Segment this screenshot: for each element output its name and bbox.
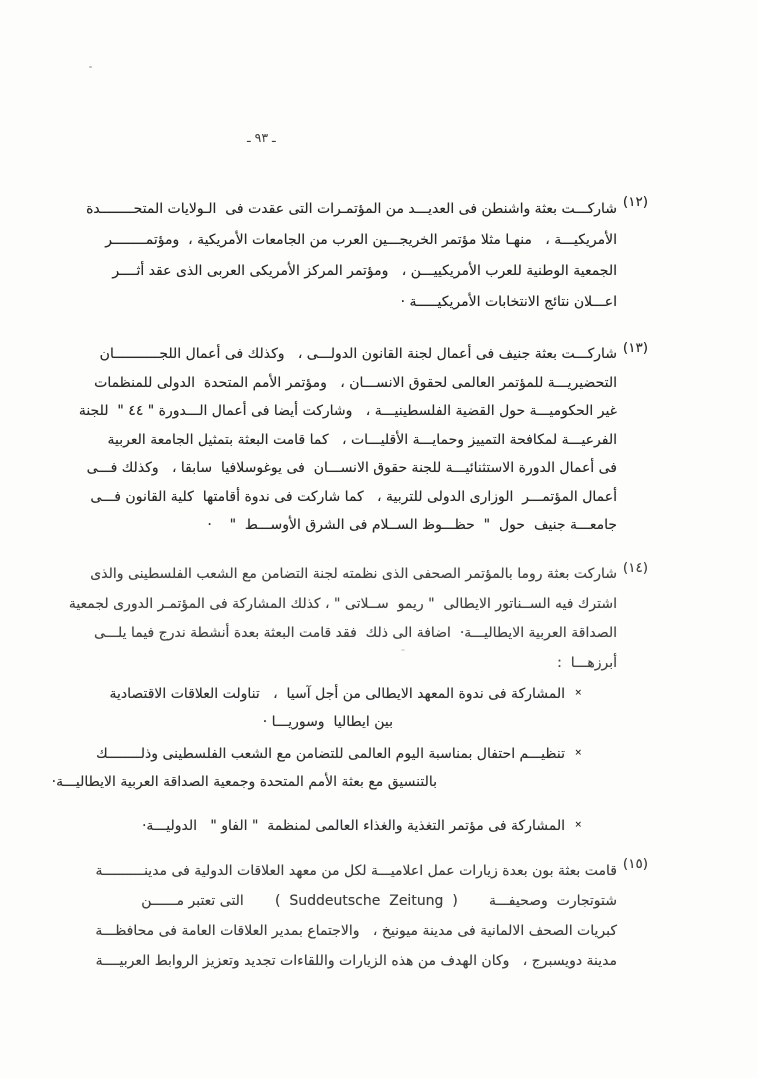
text-line: فى أعمال الدورة الاستثنائيـــة للجنة حقوق الانســـان فى يوغوسلافيا سابقا ، وكذلك فـــى — [86, 460, 617, 476]
text-line: قامت بعثة بون بعدة زيارات عمل اعلاميـــة لكل من معهد العلاقات الدولية فى مدينــــــــــة — [95, 863, 617, 879]
text-line: شاركت بعثة روما بالمؤتمر الصحفى الذى نظمته لجنة التضامن مع الشعب الفلسطينى والذى — [90, 566, 617, 582]
bullet-item — [88, 812, 582, 840]
text-line: الصداقة العربية الايطاليـــة· اضافة الى ذلك فقد قامت البعثة بعدة أنشطة ندرج فيما يلـــى — [94, 625, 617, 641]
text-line: تنظيـــم احتفال بمناسبة اليوم العالمى للتضامن مع الشعب الفلسطينى وذلــــــــك — [96, 746, 565, 762]
bullet-marker: × — [574, 748, 582, 758]
text-line: الفرعيـــة لمكافحة التمييز وحمايـــة الأقليـــات ، كما قامت البعثة بتمثيل الجامعة العربية — [107, 431, 617, 448]
text-line: الأمريكيـــة ، منهـا مثلا مؤتمر الخريجـــين العرب من الجامعات الأمريكية ، ومؤتمــــــــر — [105, 232, 617, 248]
text-line: شاركـــت بعثة واشنطن فى العديـــد من المؤتمـرات التى عقدت فى الـولايات المتحــــــــدة — [86, 201, 617, 217]
text-line: أعمال المؤتمـــر الوزارى الدولى للتربية ، كما شاركت فى ندوة أقامتها كلية القانون فـــى — [90, 488, 617, 505]
text-line: المشاركة فى مؤتمر التغذية والغذاء العالمى لمنظمة " الفاو " الدوليـــة· — [141, 818, 565, 834]
text-line: كبريات الصحف الالمانية فى مدينة ميونيخ ، والاجتماع بمدير العلاقات العامة فى محافظـــة — [95, 923, 617, 939]
paragraph-13 — [78, 340, 648, 540]
text-line: بالتنسيق مع بعثة الأمم المتحدة وجمعية الصداقة العربية الايطاليـــة· — [51, 774, 437, 790]
text-line: جامعـــة جنيف حول " حظـــوظ الســلام فى الشرق الأوســـط " · — [207, 517, 617, 533]
text-line: شتوتجارت وصحيفـــة ( Suddeutsche Zeitung ) التى تعتبر مــــــن — [141, 893, 617, 909]
text-line: مدينة دويسبرج ، وكان الهدف من هذه الزيارات واللقاءات تجديد وتعزيز الروابط العربيــــة — [95, 953, 617, 969]
page-number: ـ ٩٣ ـ — [247, 130, 276, 145]
text-line: غير الحكوميـــة حول القضية الفلسطينيـــة ، وشاركت أيضا فى أعمال الـــدورة " ٤٤ " للجنة — [78, 403, 617, 419]
text-line: الجمعية الوطنية للعرب الأمريكييـــن ، ومؤتمر المركز الأمريكى العربى الذى عقد أثــــر — [112, 263, 617, 279]
bullet-marker: × — [574, 820, 582, 830]
paragraph-15 — [88, 856, 648, 976]
bullet-item — [51, 740, 582, 796]
text-line: اشترك فيه الســناتور الايطالى " ريمو ســلاتى " ، كذلك المشاركة فى المؤتمـر الدورى لجمعية — [68, 595, 617, 612]
text-line: المشاركة فى ندوة المعهد الايطالى من أجل آسيا ، تناولت العلاقات الاقتصادية — [109, 686, 565, 702]
paragraph-14 — [68, 560, 648, 678]
text-line: اعـــلان نتائج الانتخابات الأمريكيـــــة · — [400, 294, 617, 310]
text-line: شاركـــت بعثة جنيف فى أعمال لجنة القانون الدولـــى ، وكذلك فى أعمال اللجـــــــــــان — [99, 346, 617, 362]
scan-speck — [89, 66, 92, 68]
paragraph-15-marker: (١٥) — [622, 856, 648, 872]
paragraph-13-marker: (١٣) — [622, 340, 648, 356]
bullet-item — [88, 680, 582, 736]
paragraph-14-marker: (١٤) — [622, 560, 648, 576]
text-line: بين ايطاليا وسوريـــا · — [262, 714, 393, 730]
paragraph-12 — [86, 194, 648, 318]
text-line: أبرزهـــا : — [557, 654, 617, 671]
paragraph-12-marker: (١٢) — [622, 194, 648, 210]
text-line: التحضيريـــة للمؤتمر العالمى لحقوق الانســـان ، ومؤتمر الأمم المتحدة الدولى للمنظمات — [94, 374, 617, 391]
bullet-marker: × — [574, 688, 582, 698]
